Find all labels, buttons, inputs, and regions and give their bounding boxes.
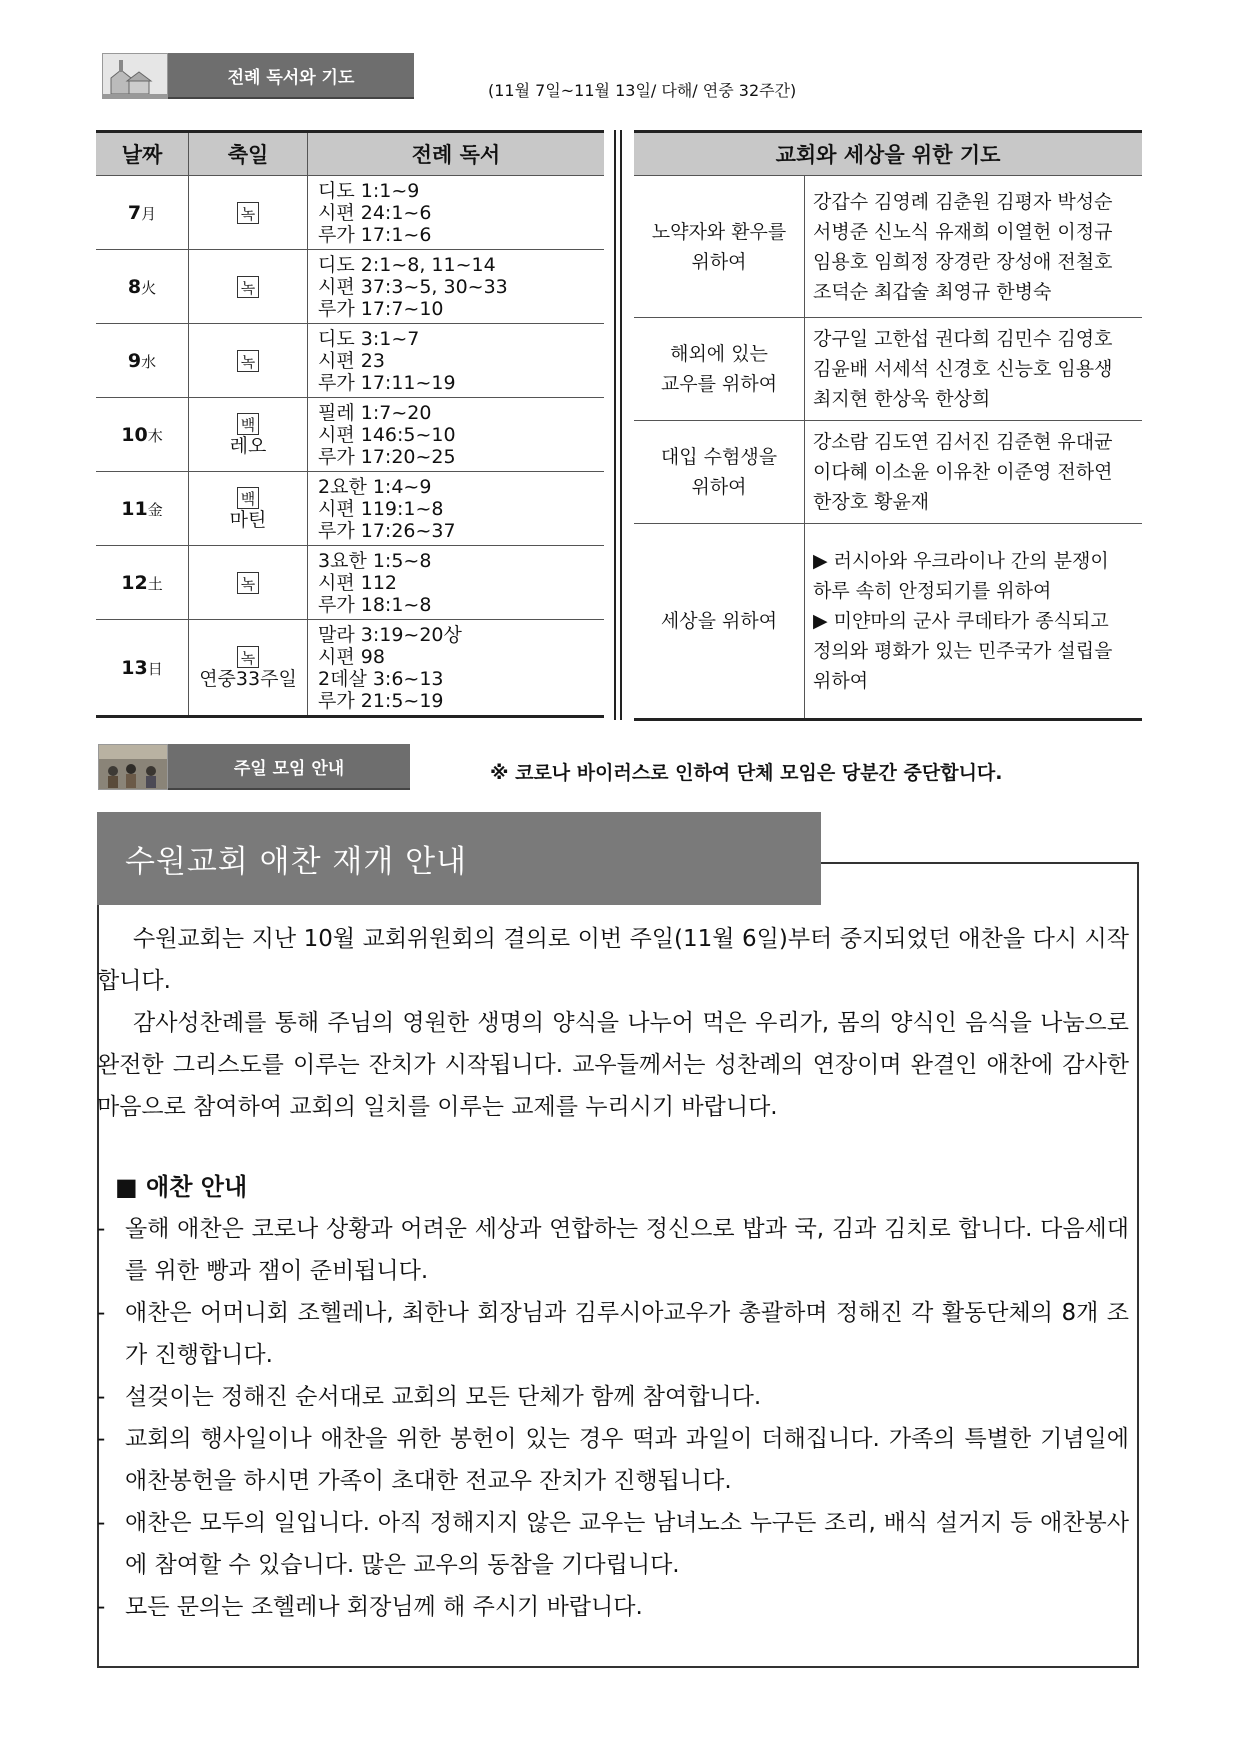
reading-date: [96, 324, 189, 398]
reading-weekday: 火: [141, 278, 157, 297]
reading-line: 말라 3:19~20상: [318, 623, 462, 646]
prayer-name-line: 최지현 한상욱 한상희: [813, 388, 991, 410]
item-marker: -: [97, 1426, 106, 1452]
item-marker: -: [97, 1300, 106, 1326]
reading-list: [308, 620, 605, 717]
reading-row: [96, 176, 604, 250]
reading-list: [308, 176, 605, 250]
item-text: 교회의 행사일이나 애찬을 위한 봉헌이 있는 경우 떡과 과일이 더해집니다. 가족의 특별한 기념일에 애찬봉헌을 하시면 가족이 초대한 전교우 잔치가 진행됩니다.: [125, 1426, 1129, 1494]
reading-feast: [189, 398, 308, 472]
prayer-target-line: 교우를 위하여: [660, 373, 778, 395]
prayer-names: [805, 421, 1143, 524]
announcement-paragraph: 수원교회는 지난 10월 교회위원회의 결의로 이번 주일(11월 6일)부터 중지되었던 애찬을 다시 시작합니다.: [97, 926, 1129, 994]
reading-line: 필레 1:7~20: [318, 401, 432, 424]
feast-name: 연중33주일: [199, 667, 297, 690]
prayer-target-line: 해외에 있는: [670, 343, 768, 365]
liturgical-color-badge: 녹: [237, 276, 259, 298]
reading-feast: [189, 176, 308, 250]
table-divider: [614, 130, 616, 720]
announcement-item: [97, 1292, 1129, 1376]
prayer-name-line: 정의와 평화가 있는 민주국가 설립을: [813, 640, 1113, 662]
item-marker: -: [97, 1594, 106, 1620]
reading-row: [96, 398, 604, 472]
header-date: 날짜: [96, 132, 189, 176]
prayer-names: [805, 176, 1143, 318]
prayer-row: [634, 421, 1142, 524]
feast-name: 레오: [229, 434, 267, 457]
reading-weekday: 水: [141, 352, 157, 371]
reading-line: 루가 18:1~8: [318, 593, 432, 616]
item-text: 모든 문의는 조헬레나 회장님께 해 주시기 바랍니다.: [125, 1594, 643, 1620]
reading-line: 시편 23: [318, 349, 385, 372]
liturgical-color-badge: 녹: [237, 350, 259, 372]
prayer-target-line: 노약자와 환우를: [651, 220, 787, 243]
item-marker: -: [97, 1216, 106, 1242]
prayer-target: [634, 421, 805, 524]
reading-list: [308, 472, 605, 546]
prayer-row: [634, 318, 1142, 421]
liturgical-color-badge: 녹: [237, 646, 259, 668]
reading-line: 디도 3:1~7: [318, 327, 420, 350]
meeting-section-header: [98, 744, 410, 790]
liturgical-color-badge: 녹: [237, 202, 259, 224]
reading-section-header: [102, 53, 414, 99]
reading-line: 루가 17:20~25: [318, 445, 456, 468]
reading-date: [96, 472, 189, 546]
header-feast: 축일: [189, 132, 308, 176]
reading-day: 8: [127, 275, 142, 298]
announcement-paragraph: 감사성찬례를 통해 주님의 영원한 생명의 양식을 나누어 먹은 우리가, 몸의 양식인 음식을 나눔으로 완전한 그리스도를 이루는 잔치가 시작됩니다. 교우들께서는 성찬례의 연장이며 완결인 애찬에 감사한 마음으로 참여하여 교회의 일치를 이루는 교제를 누리시기 바랍니다.: [97, 1010, 1129, 1120]
reading-list: [308, 546, 605, 620]
liturgical-color-badge: 녹: [237, 572, 259, 594]
announcement-item: [97, 1418, 1129, 1502]
reading-section-title: 전례 독서와 기도: [168, 53, 414, 99]
reading-list: [308, 250, 605, 324]
prayer-target-line: 위하여: [691, 250, 747, 273]
reading-feast: [189, 250, 308, 324]
reading-day: 10: [121, 423, 148, 446]
reading-row: [96, 546, 604, 620]
meeting-section-title: 주일 모임 안내: [168, 744, 410, 790]
reading-date: [96, 398, 189, 472]
item-marker: -: [97, 1384, 106, 1410]
prayer-row: [634, 176, 1142, 318]
reading-feast: [189, 620, 308, 717]
prayer-name-line: 강갑수 김영례 김춘원 김평자 박성순: [813, 190, 1113, 213]
prayer-name-line: 김윤배 서세석 신경호 신능호 임용생: [813, 358, 1113, 380]
reading-date: [96, 620, 189, 717]
meeting-photo-icon: [98, 744, 168, 790]
announcement-body: [97, 918, 1129, 1628]
announcement-item: [97, 1502, 1129, 1586]
prayer-name-line: 서병준 신노식 유재희 이열헌 이정규: [813, 220, 1113, 243]
prayer-target-line: 대입 수험생을: [660, 446, 778, 468]
reading-weekday: 金: [147, 500, 163, 519]
reading-line: 시편 98: [318, 645, 385, 668]
reading-list: [308, 398, 605, 472]
reading-line: 루가 17:1~6: [318, 223, 432, 246]
reading-day: 9: [127, 349, 142, 372]
liturgical-color-badge: 백: [237, 487, 259, 509]
prayer-name-line: 한장호 황윤재: [813, 491, 930, 513]
prayer-name-line: 위하여: [813, 670, 869, 692]
reading-weekday: 土: [147, 574, 163, 593]
reading-date: [96, 250, 189, 324]
prayer-name-line: 이다혜 이소윤 이유찬 이준영 전하연: [813, 461, 1113, 483]
reading-list: [308, 324, 605, 398]
reading-day: 13: [121, 656, 148, 679]
reading-row: [96, 620, 604, 717]
prayer-name-line: 조덕순 최갑술 최영규 한병숙: [813, 280, 1052, 303]
reading-feast: [189, 472, 308, 546]
item-marker: -: [97, 1510, 106, 1536]
reading-date: [96, 176, 189, 250]
reading-line: 루가 17:26~37: [318, 519, 456, 542]
reading-row: [96, 472, 604, 546]
liturgical-color-badge: 백: [237, 413, 259, 435]
reading-feast: [189, 546, 308, 620]
table-divider: [620, 130, 622, 720]
announcement-item: [97, 1586, 1129, 1628]
reading-line: 루가 17:7~10: [318, 297, 444, 320]
reading-day: 11: [121, 497, 148, 520]
announcement-subheading: ■ 애찬 안내: [115, 1173, 248, 1201]
prayer-header: 교회와 세상을 위한 기도: [634, 132, 1142, 176]
prayer-name-line: 임용호 임희정 장경란 장성애 전철호: [813, 250, 1113, 273]
reading-line: 3요한 1:5~8: [318, 549, 432, 572]
prayer-target-line: 세상을 위하여: [660, 610, 778, 632]
reading-line: 시편 37:3~5, 30~33: [318, 275, 508, 298]
prayer-name-line: 강구일 고한섭 권다희 김민수 김영호: [813, 328, 1113, 350]
announcement-title: 수원교회 애찬 재개 안내: [97, 812, 821, 905]
reading-period: (11월 7일~11월 13일/ 다해/ 연중 32주간): [488, 81, 797, 100]
reading-line: 2요한 1:4~9: [318, 475, 432, 498]
prayer-target: [634, 318, 805, 421]
reading-day: 7: [127, 201, 142, 224]
prayer-name-line: ▶ 미얀마의 군사 쿠데타가 종식되고: [813, 610, 1109, 632]
item-text: 애찬은 어머니회 조헬레나, 최한나 회장님과 김루시아교우가 총괄하며 정해진 각 활동단체의 8개 조가 진행합니다.: [125, 1300, 1129, 1368]
reading-weekday: 月: [141, 204, 157, 223]
reading-line: 시편 112: [318, 571, 398, 594]
reading-line: 시편 146:5~10: [318, 423, 456, 446]
reading-row: [96, 250, 604, 324]
reading-day: 12: [121, 571, 148, 594]
prayer-names: [805, 318, 1143, 421]
prayer-row: [634, 524, 1142, 720]
reading-line: 시편 119:1~8: [318, 497, 444, 520]
reading-line: 루가 17:11~19: [318, 371, 456, 394]
reading-line: 디도 1:1~9: [318, 179, 420, 202]
reading-row: [96, 324, 604, 398]
item-text: 설겆이는 정해진 순서대로 교회의 모든 단체가 함께 참여합니다.: [125, 1384, 762, 1410]
reading-weekday: 日: [147, 659, 163, 678]
feast-name: 마틴: [229, 508, 267, 531]
header-readings: 전례 독서: [308, 132, 605, 176]
announcement-item: [97, 1208, 1129, 1292]
prayer-name-line: 하루 속히 안정되기를 위하여: [813, 580, 1052, 602]
reading-date: [96, 546, 189, 620]
prayer-name-line: 강소람 김도연 김서진 김준현 유대균: [813, 431, 1113, 453]
reading-weekday: 木: [147, 426, 163, 445]
item-text: 올해 애찬은 코로나 상황과 어려운 세상과 연합하는 정신으로 밥과 국, 김과 김치로 합니다. 다음세대를 위한 빵과 잼이 준비됩니다.: [125, 1216, 1129, 1284]
reading-line: 디도 2:1~8, 11~14: [318, 253, 496, 276]
prayer-target: [634, 176, 805, 318]
reading-line: 루가 21:5~19: [318, 689, 444, 712]
item-text: 애찬은 모두의 일입니다. 아직 정해지지 않은 교우는 남녀노소 누구든 조리, 배식 설거지 등 애찬봉사에 참여할 수 있습니다. 많은 교우의 동참을 기다립니다.: [125, 1510, 1129, 1578]
church-thumbnail-icon: [102, 53, 168, 99]
prayer-names: [805, 524, 1143, 720]
reading-table: [96, 130, 604, 718]
prayer-table: [634, 130, 1142, 721]
prayer-target-line: 위하여: [691, 476, 747, 498]
reading-line: 2데살 3:6~13: [318, 667, 444, 690]
reading-feast: [189, 324, 308, 398]
prayer-target: [634, 524, 805, 720]
reading-line: 시편 24:1~6: [318, 201, 432, 224]
announcement-item: [97, 1376, 1129, 1418]
prayer-name-line: ▶ 러시아와 우크라이나 간의 분쟁이: [813, 550, 1109, 572]
meeting-notice: ※ 코로나 바이러스로 인하여 단체 모임은 당분간 중단합니다.: [490, 762, 1003, 784]
